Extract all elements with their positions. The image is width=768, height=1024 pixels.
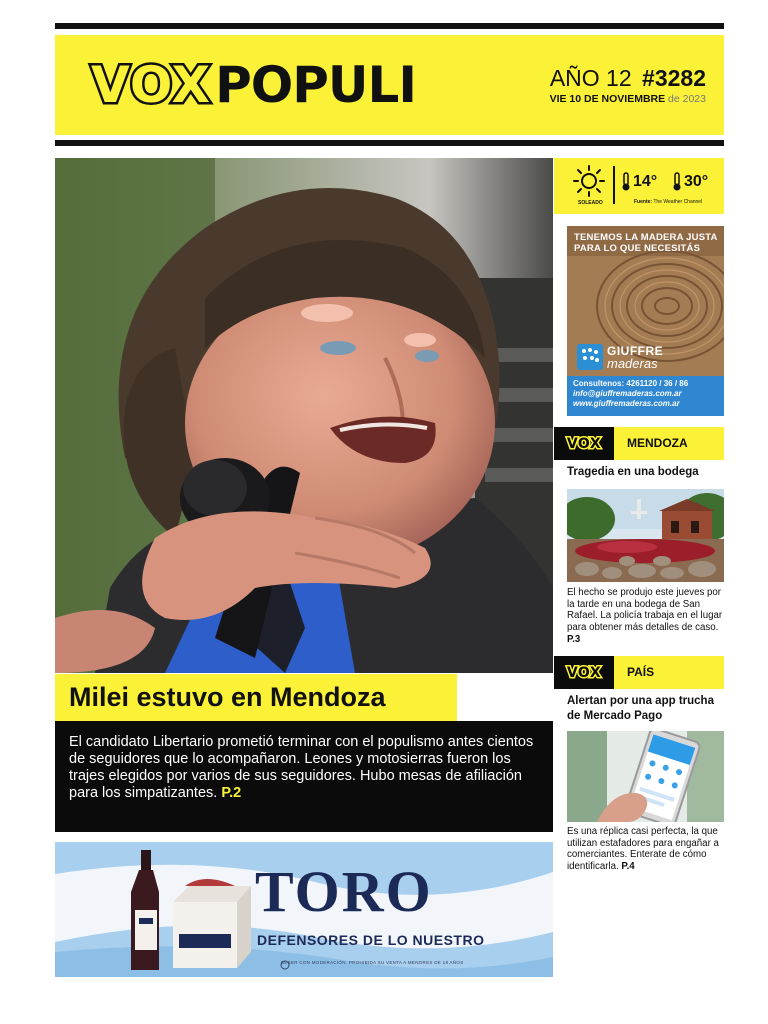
mendoza-story-text <box>567 587 724 645</box>
section-logo-text: VOX <box>566 664 602 681</box>
main-page-ref[interactable]: P.2 <box>221 784 242 801</box>
pais-story-photo[interactable] <box>567 731 724 822</box>
mendoza-story-title[interactable]: Tragedia en una bodega <box>567 466 699 478</box>
masthead <box>55 35 724 135</box>
pais-story-text <box>567 826 724 873</box>
toro-tagline: DEFENSORES DE LO NUESTRO <box>257 932 485 948</box>
mendoza-story-photo[interactable] <box>567 489 724 582</box>
weather-min <box>619 172 657 192</box>
giuffre-email[interactable]: info@giuffremaderas.com.ar <box>573 389 682 398</box>
weather-widget <box>554 158 724 214</box>
issue-date <box>550 93 706 105</box>
main-story-photo[interactable] <box>55 158 553 673</box>
logo-populi: POPULI <box>215 56 416 114</box>
logo-vox: VOX <box>91 56 212 114</box>
giuffre-phone: Consultenos: 4261120 / 36 / 86 <box>573 379 689 388</box>
winery-image <box>567 489 724 582</box>
section-header-mendoza[interactable] <box>554 427 724 460</box>
giuffre-contact <box>567 376 724 416</box>
flag-stars-icon <box>577 344 603 370</box>
weather-min-temp: 14° <box>633 173 658 190</box>
mendoza-page-ref[interactable]: P.3 <box>567 633 581 645</box>
giuffre-web[interactable]: www.giuffremaderas.com.ar <box>573 399 680 408</box>
weather-max <box>670 172 708 192</box>
issue-number: #3282 <box>642 65 706 91</box>
main-lead-text: El candidato Libertario prometió terminar con el populismo antes cientos de seguidores que lo acompañaron. Leones y motosierras fueron los trajes elegidos por varios de sus seguidores. Hubo mesas de afiliación para los simpatizantes. <box>69 734 534 801</box>
issue-info <box>550 67 706 105</box>
toro-ad[interactable] <box>55 842 553 977</box>
section-name: PAÍS <box>627 665 655 679</box>
section-logo-text: VOX <box>566 435 602 452</box>
giuffre-ad[interactable] <box>567 226 724 416</box>
thermometer-icon <box>619 172 633 192</box>
vox-populi-logo[interactable] <box>91 55 416 115</box>
pais-story-body: Es una réplica casi perfecta, la que utilizan estafadores para engañar a comerciantes. Enterate de cómo identificarla. <box>567 826 719 872</box>
bottom-rule <box>55 140 724 146</box>
pais-page-ref[interactable]: P.4 <box>621 860 635 872</box>
pais-story-title[interactable]: Alertan por una app trucha de Mercado Pago <box>567 695 714 722</box>
main-headline[interactable]: Milei estuvo en Mendoza <box>69 682 386 712</box>
toro-fine-print: BEBER CON MODERACIÓN. PROHIBIDA SU VENTA A MENORES DE 18 AÑOS <box>281 960 464 965</box>
main-story-image <box>55 158 553 673</box>
giuffre-logo <box>577 344 663 370</box>
weather-source-name: The Weather Channel <box>653 199 703 205</box>
toro-brand: TORO <box>255 859 433 924</box>
main-headline-box[interactable] <box>55 674 457 721</box>
giuffre-headline: TENEMOS LA MADERA JUSTA PARA LO QUE NECESITÁS <box>574 232 718 254</box>
weather-source <box>634 199 702 205</box>
phone-app-image <box>567 731 724 822</box>
section-name: MENDOZA <box>627 436 688 450</box>
giuffre-brand-sub: maderas <box>607 355 658 371</box>
section-vox-logo <box>554 656 614 689</box>
weather-divider <box>613 166 615 204</box>
giuffre-brand: GIUFFRE <box>607 343 664 358</box>
issue-date-day: VIE 10 DE NOVIEMBRE <box>549 93 666 105</box>
section-header-pais[interactable] <box>554 656 724 689</box>
issue-year: AÑO 12 <box>549 65 632 91</box>
weather-max-temp: 30° <box>684 173 709 190</box>
weather-condition: SOLEADO <box>578 200 603 206</box>
mendoza-story-body: El hecho se produjo este jueves por la tarde en una bodega de San Rafael. La policía trabaja en el lugar para obtener más detalles de caso. <box>567 587 723 633</box>
main-lead <box>55 721 553 832</box>
weather-source-label: Fuente: <box>634 199 653 205</box>
sun-icon <box>572 164 606 198</box>
issue-date-year: de 2023 <box>668 93 706 105</box>
section-vox-logo <box>554 427 614 460</box>
top-rule <box>55 23 724 29</box>
thermometer-icon <box>670 172 684 192</box>
